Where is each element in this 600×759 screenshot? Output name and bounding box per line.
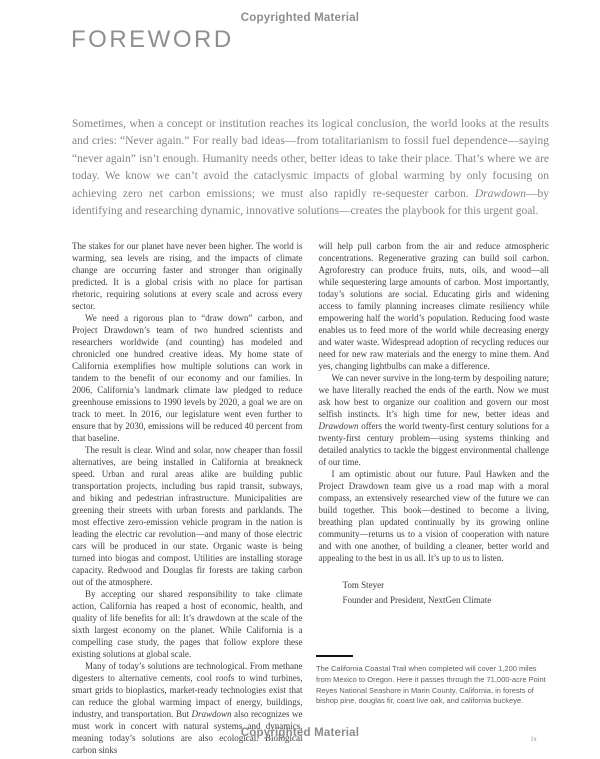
page-title: FOREWORD [71,26,234,53]
text-run: Sometimes, when a concept or institution reaches its logical conclusion, the world looks at the results and cries: “Never again.” For really bad ideas—from totalitarianism to fossil fuel dependence—saying “never again” isn’t enough. Humanity needs other, better ideas to take their place. That’s where we are today. We know we can’t avoid the cataclysmic impacts of global warming by only focusing on achieving zero net carbon emissions; we must also rapidly re-sequester carbon. [72,118,549,200]
text-run: We can never survive in the long-term by despoiling nature; we have literally reached the ends of the earth. Now we must ask how best to organize our coalition and govern our most selfish instincts. It’s high time for new, better ideas and [318,373,549,419]
paragraph [72,444,303,588]
paragraph [319,240,550,372]
text-run: —by identifying and researching dynamic, innovative solutions—creates the playbook for this urgent goal. [72,187,549,218]
paragraph [319,468,550,564]
paragraph [72,312,303,444]
photo-caption-block [316,655,549,707]
signature-role: Founder and President, NextGen Climate [342,595,492,605]
copyright-bottom-label: Copyrighted Material [240,727,360,739]
italic-text: Drawdown [318,421,359,431]
paragraph [72,240,303,312]
text-run: offers the world twenty-first century solutions for a twenty-first century problem—using systems thinking and detailed analytics to tackle the biggest environmental challenge of our time. [318,421,549,467]
text-run: We need a rigorous plan to “draw down” carbon, and Project Drawdown’s team of two hundred scientists and researchers worldwide (and counting) has modeled and chronicled one hundred creative ideas. My home state of California exemplifies how multiple solutions can work in tandem to the benefit of our economy and our families. In 2006, California’s landmark climate law pledged to reduce greenhouse emissions to 1990 levels by 2020, a goal we are on track to meet. In 2016, our legislature went even further to ensure that by 2030, emissions will be reduced 40 percent from that baseline. [72,313,303,443]
text-run: Many of today’s solutions are technological. From methane digesters to alternative cements, cool roofs to wind turbines, smart grids to bioplastics, market-ready technologies exist that can reduce the global warming impact of energy, buildings, industry, and transportation. But [72,661,303,719]
caption-rule [316,655,353,657]
page-number: ix [531,734,537,743]
text-run: will help pull carbon from the air and reduce atmospheric concentrations. Regenerative grazing can build soil carbon. Agroforestry can produce fruits, nuts, oils, and wood—all while sequestering large amounts of carbon. Most importantly, today’s solutions are social. Educating girls and widening access to family planning increases climate resiliency while empowering half the world’s population. Reducing food waste enables us to feed more of the world while decreasing energy and water waste. Widespread adoption of recycling reduces our need for new raw materials and the energy to mine them. And yes, changing lightbulbs can make a difference. [318,241,549,371]
text-run: The stakes for our planet have never been higher. The world is warming, sea levels are rising, and the impacts of climate change are occurring faster and stronger than originally predicted. It is a global crisis with no place for partisan rhetoric, requiring solutions at every scale and across every sector. [72,241,303,311]
paragraph [319,372,550,468]
paragraph [72,588,303,660]
left-column [72,240,303,756]
text-run: By accepting our shared responsibility to take climate action, California has reaped a host of economic, health, and quality of life benefits for all: It’s drawdown at the scale of the sixth largest economy on the planet. While California is a compelling case study, the pages that follow explore these existing solutions at global scale. [72,589,303,659]
signature-block [343,578,550,608]
copyright-top-label: Copyrighted Material [240,12,360,24]
text-run: I am optimistic about our future. Paul Hawken and the Project Drawdown team give us a road map with a moral compass, an extensively researched view of the future we can build together. This book—destined to become a living, breathing plan updated continually by its growing online community—returns us to a vision of cooperation with nature and with one another, of building a cleaner, better world and appealing to the best in us all. It’s up to us to listen. [318,469,549,563]
intro-paragraph [72,116,549,220]
text-run: also recognizes we must work in concert with natural systems and dynamics, meaning today’s solutions are also ecological. Biological carbon sinks [72,709,303,755]
text-run: The result is clear. Wind and solar, now cheaper than fossil alternatives, are being installed in California at breakneck speed. Urban and rural areas alike are building public transportation projects, including bus rapid transit, subways, and biking and pedestrian infrastructure. Municipalities are greening their streets with urban forests and parklands. The most effective zero-emission vehicle program in the nation is leading the electric car revolution—and many of those electric cars will be produced in our state. Organic waste is being turned into biogas and compost. Utilities are installing storage capacity. Redwood and Douglas fir forests are taking carbon out of the atmosphere. [72,445,303,587]
italic-text: Drawdown [191,709,232,719]
signature-name: Tom Steyer [342,580,385,590]
paragraph [72,660,303,756]
right-column [319,240,550,564]
caption-text: The California Coastal Trail when completed will cover 1,200 miles from Mexico to Oregon. Here it passes through the 71,000-acre Point Reyes National Seashore in Marin County, California, in forests of bishop pine, douglas fir, coast live oak, and california buckeye. [316,664,546,706]
italic-text: Drawdown [474,187,526,200]
